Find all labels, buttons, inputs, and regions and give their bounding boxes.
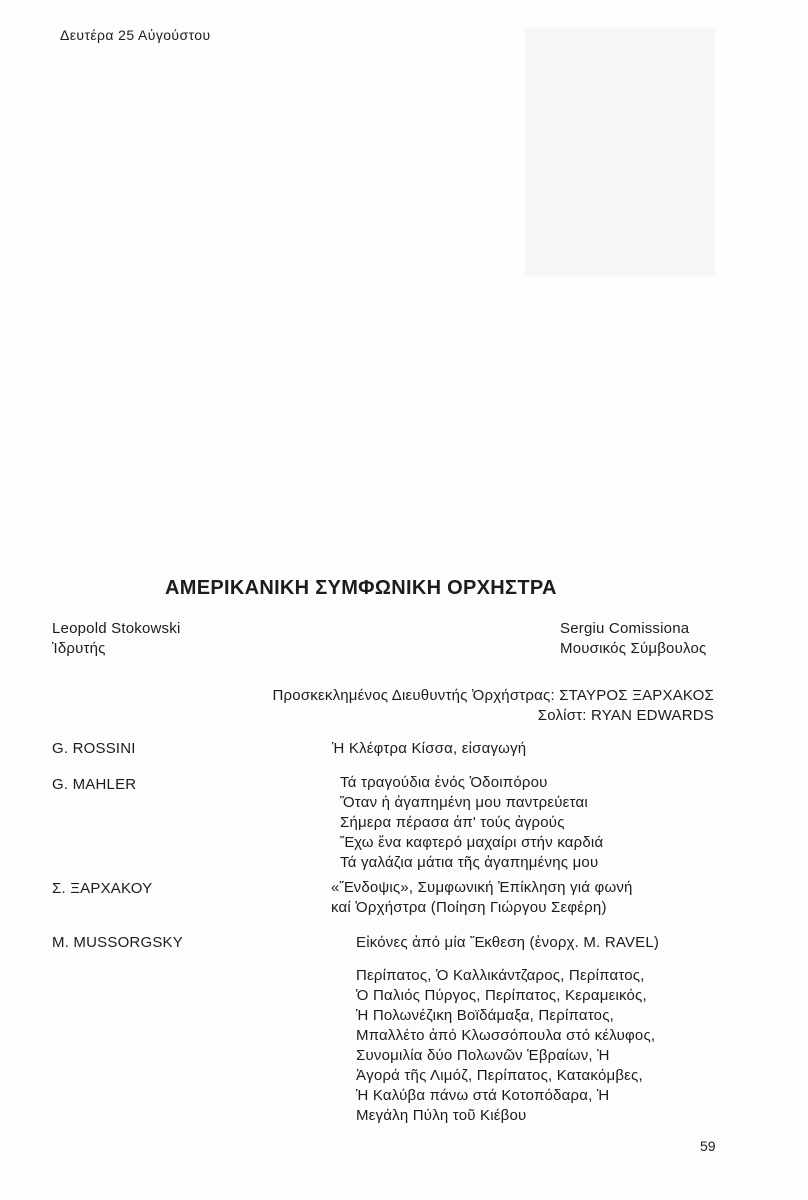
page-header-date: Δευτέρα 25 Αὐγούστου bbox=[60, 27, 211, 43]
soloist: Σολίστ: RYAN EDWARDS bbox=[537, 707, 714, 724]
work-subtitle: καί Ὀρχήστρα (Ποίηση Γιώργου Σεφέρη) bbox=[331, 899, 607, 916]
work-title: «Ἔνδοψις», Συμφωνική Ἐπίκληση γιά φωνή bbox=[331, 879, 633, 896]
guest-conductor: Προσκεκλημένος Διευθυντής Ὀρχήστρας: ΣΤΑΥΡΟΣ ΞΑΡΧΑΚΟΣ bbox=[272, 687, 714, 704]
composer-xarchakou: Σ. ΞΑΡΧΑΚΟΥ bbox=[52, 880, 153, 897]
work-song: Τά γαλάζια μάτια τῆς ἀγαπημένης μου bbox=[340, 854, 599, 871]
show-through-block bbox=[525, 28, 715, 276]
work-title: Ἡ Κλέφτρα Κίσσα, εἰσαγωγή bbox=[332, 740, 527, 757]
composer-rossini: G. ROSSINI bbox=[52, 740, 136, 757]
founder-name: Leopold Stokowski bbox=[52, 620, 181, 637]
page-title: ΑΜΕΡΙΚΑΝΙΚΗ ΣΥΜΦΩΝΙΚΗ ΟΡΧΗΣΤΡΑ bbox=[165, 577, 557, 599]
movement-line: Μπαλλέτο ἀπό Κλωσσόπουλα στό κέλυφος, bbox=[356, 1027, 656, 1044]
movement-line: Συνομιλία δύο Πολωνῶν Ἑβραίων, Ἡ bbox=[356, 1047, 610, 1064]
work-title: Τά τραγούδια ἑνός Ὁδοιπόρου bbox=[340, 774, 548, 791]
composer-mahler: G. MAHLER bbox=[52, 776, 137, 793]
movement-line: Ἡ Πολωνέζικη Βοϊδάμαξα, Περίπατος, bbox=[356, 1007, 614, 1024]
founder-role: Ἱδρυτής bbox=[52, 640, 106, 657]
work-song: Σήμερα πέρασα ἀπ' τούς ἀγρούς bbox=[340, 814, 565, 831]
page-number: 59 bbox=[700, 1138, 716, 1154]
work-song: Ἔχω ἕνα καφτερό μαχαίρι στήν καρδιά bbox=[340, 834, 604, 851]
mussorgsky-movements bbox=[356, 966, 655, 1126]
movement-line: Περίπατος, Ὁ Καλλικάντζαρος, Περίπατος, bbox=[356, 967, 645, 984]
advisor-role: Μουσικός Σύμβουλος bbox=[560, 640, 707, 657]
founder-block bbox=[52, 619, 180, 659]
movement-line: Μεγάλη Πύλη τοῦ Κιέβου bbox=[356, 1107, 527, 1124]
movement-line: Ἀγορά τῆς Λιμόζ, Περίπατος, Κατακόμβες, bbox=[356, 1067, 643, 1084]
movement-line: Ἡ Καλύβα πάνω στά Κοτοπόδαρα, Ἡ bbox=[356, 1087, 610, 1104]
advisor-name: Sergiu Comissiona bbox=[560, 620, 690, 637]
mahler-works bbox=[340, 773, 603, 873]
composer-mussorgsky: M. MUSSORGSKY bbox=[52, 934, 183, 951]
work-title: Εἰκόνες ἀπό μία Ἔκθεση (ἐνορχ. M. RAVEL) bbox=[356, 934, 660, 951]
advisor-block bbox=[560, 619, 706, 659]
movement-line: Ὁ Παλιός Πύργος, Περίπατος, Κεραμεικός, bbox=[356, 987, 647, 1004]
work-song: Ὅταν ἡ ἀγαπημένη μου παντρεύεται bbox=[340, 794, 588, 811]
xarchakou-works bbox=[331, 878, 633, 918]
credits-block bbox=[273, 686, 714, 726]
